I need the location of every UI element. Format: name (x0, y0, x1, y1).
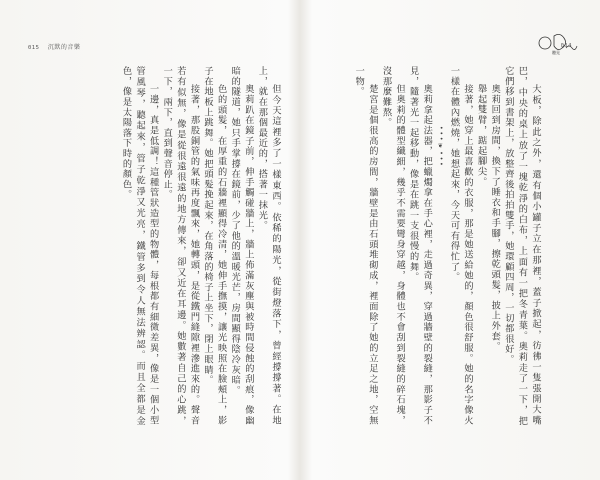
right-page-number: 014 (560, 43, 572, 49)
left-page-number: 015 (28, 45, 40, 51)
paragraph: 奧莉回到房間，換下了睡衣和手腳，擦乾頭髮，披上外套。 (489, 84, 501, 353)
paragraph: 楚宮是個很高的房間，牆壁是由石頭堆砌成，裡面除了她的立足之地，空無一物。 (353, 66, 378, 426)
paragraph: 接著，她穿上最喜歡的衣服，那是她送給她的，顏色很舒服。她的名字像火一樣在體內燃燒，她想起來，今天可有得忙了。 (448, 66, 474, 426)
paragraph: 一邊，真是低調！這種管狀造型的物體，每根都有細微差異，像是一個小型管風琴，聽起來，管子乾淨又光亮，鐵管多到令人無法辨認。而且全都是金色，像是太陽落下時的顏色。 (120, 66, 159, 426)
left-page-body (24, 66, 282, 426)
paragraph: 舉起雙臂，踮起腳尖。 (475, 84, 487, 188)
running-title: 沉默的音樂 (47, 44, 81, 51)
right-page-body (316, 66, 542, 426)
paragraph: 色的頭髮，在厚重的石牆裡顯得冷清，她伸手撫摸，讓光映照在臉頰上，影子在地板上跳舞。她把頭髮挽起來，在角落的椅子上坐下，閉上眼睛。 (202, 66, 227, 426)
right-page (300, 0, 600, 480)
paragraph: 奧莉拿起法器，把蠟燭拿在手心裡，走過奇異，穿過牆壁的裂縫，那影子不見，隨著光一起移動，像是在跳一支很慢的舞。 (407, 66, 433, 426)
paragraph: 奧莉趴在鏡子前，伸手觸碰牆上，牆上佈滿灰塵與被時間侵蝕的刮痕，像幽暗的隧道，她只手掌撐在鏡前，少了他的溫暖光芒，房間顯得陰冷灰暗。 (229, 66, 254, 426)
logo-text: 聽見 (552, 50, 560, 55)
paragraph: 但奧莉的體型纖細，幾乎不需要彎身穿越，身體也不會刮到裂縫的碎石塊，沒那麼難熬。 (380, 66, 406, 426)
paragraph: 但今天這裡多了一樣東西。依稀的陽光，從街燈落下，曾經撐撐著。在地上，就在那個最近的，搭著一抹光。 (256, 66, 281, 426)
section-break-ornament: • • • ❦ • • • (436, 126, 444, 166)
paragraph: 接著，那股銅管的氣味再度飄來，她轉頭，是從鐵門縫隙裡滲進來的。聲音若有似無，像是從很遠很遠的地方傳來，卻又近在耳邊。她數著自己的心跳，一下，兩下，直到聲音停止。 (161, 66, 200, 426)
left-page-header (22, 42, 80, 51)
right-page-header (555, 42, 578, 49)
paragraph: 大板，除此之外，還有個小罐子立在那裡，蓋子掀起，彷彿一隻張開大嘴巴，中央的桌上放了一塊乾淨的白布，上面有一把冬青葉。奧莉走了一下，把它們移到書架上，放整齊後拍拍雙手，她環顧四周，一切都很好。 (502, 66, 541, 426)
